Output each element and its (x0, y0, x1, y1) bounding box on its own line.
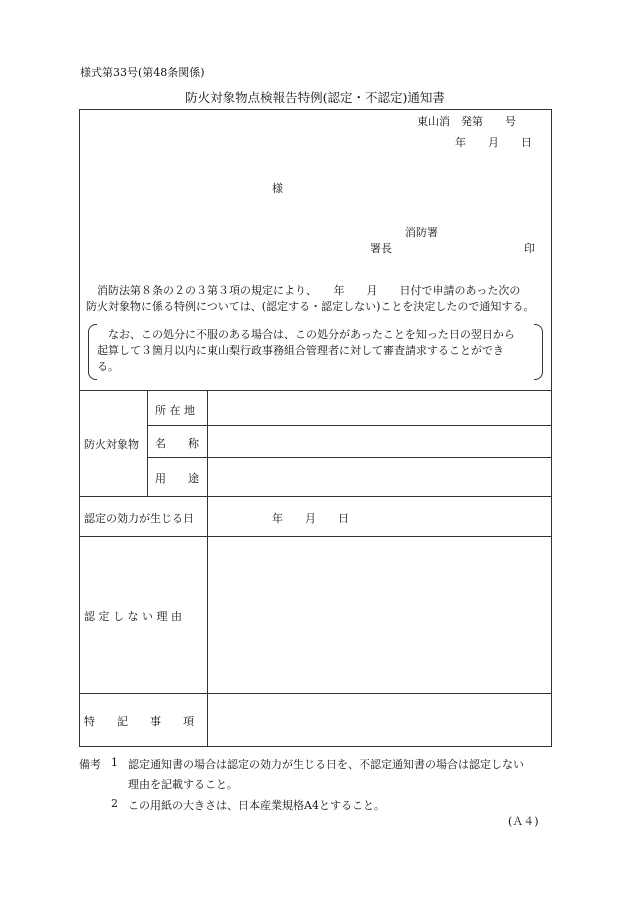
seal-mark: 印 (524, 242, 535, 255)
special-notes-label: 特 記 事 項 (84, 715, 194, 728)
remarks-item-1-number: 1 (111, 756, 118, 769)
fire-station-name: 消防署 (405, 226, 438, 239)
location-label: 所 在 地 (155, 404, 195, 417)
fire-prevention-object-label: 防火対象物 (84, 438, 139, 451)
name-row-rule (147, 457, 552, 458)
issue-date: 年 月 日 (455, 136, 532, 149)
effective-date-value: 年 月 日 (272, 512, 349, 525)
effective-date-label: 認定の効力が生じる日 (84, 512, 194, 525)
document-title: 防火対象物点検報告特例(認定・不認定)通知書 (185, 90, 445, 105)
reason-row-rule (79, 693, 552, 694)
form-id: 様式第33号(第48条関係) (80, 66, 205, 79)
location-row-rule (147, 425, 552, 426)
appeal-note (97, 327, 541, 375)
reference-number: 東山消 発第 号 (417, 115, 516, 128)
remarks-item-2-text: この用紙の大きさは、日本産業規格A4とすること。 (128, 799, 385, 812)
object-col-rule (147, 390, 148, 496)
remarks-heading: 備考 (79, 758, 101, 771)
non-approval-reason-label: 認 定 し な い 理 由 (84, 610, 182, 623)
form-frame (79, 109, 552, 747)
notice-body-line-2: 防火対象物に係る特例については、(認定する・認定しない)ことを決定したので通知する。 (86, 300, 535, 313)
notice-body-line-1: 消防法第８条の２の３第３項の規定により、 年 月 日付で申請のあった次の (97, 284, 521, 297)
appeal-note-line-3: る。 (97, 360, 119, 373)
remarks-item-1-line-2: 理由を記載すること。 (128, 778, 238, 791)
table-top-rule (79, 390, 552, 391)
station-chief-label: 署長 (370, 242, 392, 255)
notice-body (86, 283, 552, 315)
addressee-honorific: 様 (272, 182, 283, 195)
name-label: 名 称 (155, 437, 199, 450)
use-label: 用 途 (155, 472, 199, 485)
left-bracket (88, 324, 97, 380)
appeal-note-line-1: なお、この処分に不服のある場合は、この処分があったことを知った日の翌日から (108, 328, 515, 341)
remarks-item-2-number: 2 (111, 797, 118, 810)
effective-date-row-rule (79, 536, 552, 537)
paper-size-note: (Ａ４) (508, 815, 539, 828)
object-section-rule (79, 496, 552, 497)
appeal-note-line-2: 起算して３箇月以内に東山梨行政事務組合管理者に対して審査請求することができ (97, 344, 504, 357)
remarks-item-1-line-1: 認定通知書の場合は認定の効力が生じる日を、不認定通知書の場合は認定しない (128, 758, 524, 771)
